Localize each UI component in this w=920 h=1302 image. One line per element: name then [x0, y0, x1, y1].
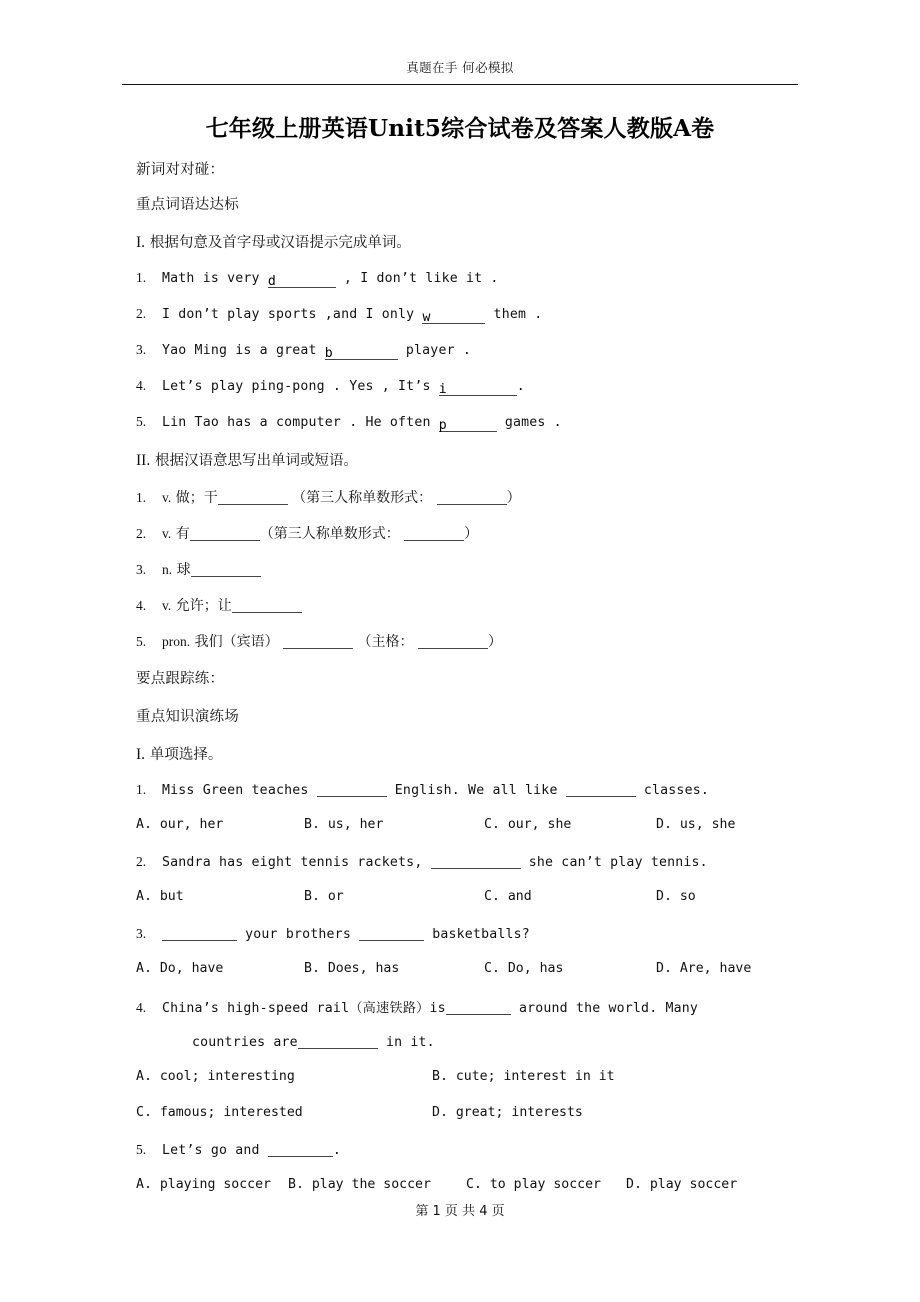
item-number: 5.: [136, 414, 147, 429]
page-title: 七年级上册英语Unit5综合试卷及答案人教版A卷: [205, 115, 715, 142]
stem-part-a: Miss Green teaches: [162, 783, 317, 798]
option-c[interactable]: C. and: [484, 889, 532, 904]
answer-blank: [431, 856, 521, 869]
option-b[interactable]: B. Does, has: [304, 961, 400, 976]
item-number: 2.: [136, 306, 147, 321]
item-text-post: them .: [485, 307, 543, 322]
mcq-stem: [136, 925, 796, 961]
mcq-options: [136, 961, 796, 997]
stem-part-a: Let’s go and: [162, 1143, 268, 1158]
page-footer: 第 1 页 共 4 页: [415, 1204, 505, 1219]
answer-blank: [276, 275, 336, 288]
item-text-pre: Math is very: [162, 271, 268, 286]
option-d[interactable]: D. so: [656, 889, 696, 904]
option-a[interactable]: A. but: [136, 889, 184, 904]
answer-blank: [232, 600, 302, 613]
option-c[interactable]: C. Do, has: [484, 961, 564, 976]
section-sub-practice: 重点知识演练场: [136, 709, 239, 725]
word-cn-item: [136, 487, 796, 523]
item-text-post: player .: [397, 343, 472, 358]
item-number: 2.: [136, 854, 147, 869]
item-number: 4.: [136, 598, 147, 613]
item-text-pre: Yao Ming is a great: [162, 343, 325, 358]
seed-blank: b: [325, 344, 398, 360]
stem-part-a: China’s high-speed rail（高速铁路）is: [162, 1001, 446, 1016]
answer-blank: [190, 528, 260, 541]
section-heading-I: [136, 231, 796, 269]
section-numeral-II: II.: [136, 452, 151, 469]
option-d[interactable]: D. great; interests: [432, 1105, 583, 1120]
item-number: 4.: [136, 378, 147, 393]
word-fill-item: [136, 269, 796, 305]
word-cn-item: [136, 631, 796, 667]
document-body: [136, 158, 796, 1213]
seed-blank: w: [422, 308, 485, 324]
answer-blank: [437, 492, 507, 505]
part-of-speech: n.: [162, 562, 173, 577]
part-of-speech: v.: [162, 526, 172, 541]
stem-part-c: countries are: [192, 1035, 298, 1050]
answer-blank: [191, 564, 261, 577]
option-a[interactable]: A. cool; interesting: [136, 1069, 295, 1084]
stem-part-c: basketballs?: [424, 927, 530, 942]
seed-blank: d: [268, 272, 336, 288]
item-text-pre: Lin Tao has a computer . He often: [162, 415, 439, 430]
answer-blank: [566, 784, 636, 797]
section-text-II: 根据汉语意思写出单词或短语。: [154, 453, 358, 469]
answer-blank: [359, 928, 424, 941]
mcq-options: [136, 889, 796, 925]
answer-blank: [298, 1036, 378, 1049]
section-heading-II: [136, 449, 796, 487]
part-of-speech: v.: [162, 490, 172, 505]
option-b[interactable]: B. cute; interest in it: [432, 1069, 615, 1084]
answer-blank: [430, 311, 485, 324]
item-number: 4.: [136, 1000, 147, 1015]
answer-blank: [447, 419, 497, 432]
item-number: 3.: [136, 926, 147, 941]
word-fill-item: [136, 377, 796, 413]
item-number: 5.: [136, 1142, 147, 1157]
option-d[interactable]: D. play soccer: [626, 1177, 738, 1192]
item-text-pre: Let’s play ping-pong . Yes , It’s: [162, 379, 439, 394]
part-of-speech: v.: [162, 598, 172, 613]
paren-open: （第三人称单数形式：: [292, 490, 433, 506]
stem-part-d: in it.: [377, 1035, 435, 1050]
option-a[interactable]: A. our, her: [136, 817, 224, 832]
option-b[interactable]: B. or: [304, 889, 344, 904]
section-text-I: 根据句意及首字母或汉语提示完成单词。: [149, 235, 411, 251]
option-b[interactable]: B. play the soccer: [288, 1177, 431, 1192]
paren-close: ）: [506, 490, 521, 506]
word-cn-item: [136, 595, 796, 631]
chinese-gloss: 有: [175, 526, 190, 542]
section-label-vocab: 新词对对碰：: [136, 162, 225, 178]
section-sub-vocab: 重点词语达达标: [136, 197, 239, 213]
item-number: 2.: [136, 526, 147, 541]
chinese-gloss: 球: [176, 562, 191, 578]
stem-part-b: she can’t play tennis.: [520, 855, 708, 870]
answer-blank: [162, 928, 237, 941]
option-b[interactable]: B. us, her: [304, 817, 384, 832]
answer-blank: [317, 784, 387, 797]
mcq-options: [136, 1105, 796, 1141]
word-fill-item: [136, 413, 796, 449]
stem-part-b: your brothers: [237, 927, 360, 942]
paren-close: ）: [464, 526, 479, 542]
stem-part-b: around the world. Many: [510, 1001, 699, 1016]
stem-part-a: Sandra has eight tennis rackets,: [162, 855, 431, 870]
answer-blank: [447, 383, 517, 396]
item-number: 1.: [136, 490, 147, 505]
answer-blank: [333, 347, 398, 360]
mcq-stem-continuation: [136, 1033, 796, 1069]
stem-part-b: .: [332, 1143, 341, 1158]
chinese-gloss: 我们（宾语）: [194, 634, 279, 650]
item-number: 1.: [136, 270, 147, 285]
answer-blank: [404, 528, 464, 541]
section-label-practice: 要点跟踪练：: [136, 671, 225, 687]
item-number: 3.: [136, 342, 147, 357]
chinese-gloss: 做；干: [175, 490, 218, 506]
stem-part-b: English. We all like: [386, 783, 566, 798]
option-c[interactable]: C. our, she: [484, 817, 572, 832]
answer-blank: [283, 636, 353, 649]
answer-blank: [268, 1144, 333, 1157]
answer-blank: [446, 1002, 511, 1015]
option-c[interactable]: C. famous; interested: [136, 1105, 303, 1120]
mcq-stem: [136, 1141, 796, 1177]
mcq-stem: [136, 853, 796, 889]
answer-blank: [418, 636, 488, 649]
mcq-stem: [136, 781, 796, 817]
option-c[interactable]: C. to play soccer: [466, 1177, 601, 1192]
option-a[interactable]: A. playing soccer: [136, 1177, 271, 1192]
item-number: 1.: [136, 782, 147, 797]
paren-close: ）: [487, 634, 502, 650]
option-d[interactable]: D. us, she: [656, 817, 736, 832]
item-text-post: , I don’t like it .: [335, 271, 499, 286]
item-text-post: games .: [496, 415, 562, 430]
option-a[interactable]: A. Do, have: [136, 961, 224, 976]
item-number: 5.: [136, 634, 147, 649]
word-cn-item: [136, 523, 796, 559]
stem-part-c: classes.: [635, 783, 709, 798]
paren-open: （主格：: [357, 634, 414, 650]
seed-blank: p: [439, 416, 497, 432]
part-of-speech: pron.: [162, 634, 191, 649]
section-numeral-I: I.: [136, 234, 146, 251]
word-fill-item: [136, 305, 796, 341]
answer-blank: [218, 492, 288, 505]
section-text-I2: 单项选择。: [149, 747, 223, 763]
chinese-gloss: 允许；让: [175, 598, 232, 614]
paren-open: （第三人称单数形式：: [259, 526, 400, 542]
mcq-options: [136, 1069, 796, 1105]
seed-blank: i: [439, 380, 517, 396]
item-text-post: .: [516, 379, 525, 394]
word-cn-item: [136, 559, 796, 595]
section-heading-I2: [136, 743, 796, 781]
word-fill-item: [136, 341, 796, 377]
mcq-options: [136, 817, 796, 853]
item-text-pre: I don’t play sports ,and I only: [162, 307, 423, 322]
option-d[interactable]: D. Are, have: [656, 961, 752, 976]
header-rule: [122, 84, 798, 85]
running-header: 真题在手 何必模拟: [406, 60, 514, 75]
section-numeral-I2: I.: [136, 746, 146, 763]
mcq-stem: [136, 997, 796, 1033]
item-number: 3.: [136, 562, 147, 577]
